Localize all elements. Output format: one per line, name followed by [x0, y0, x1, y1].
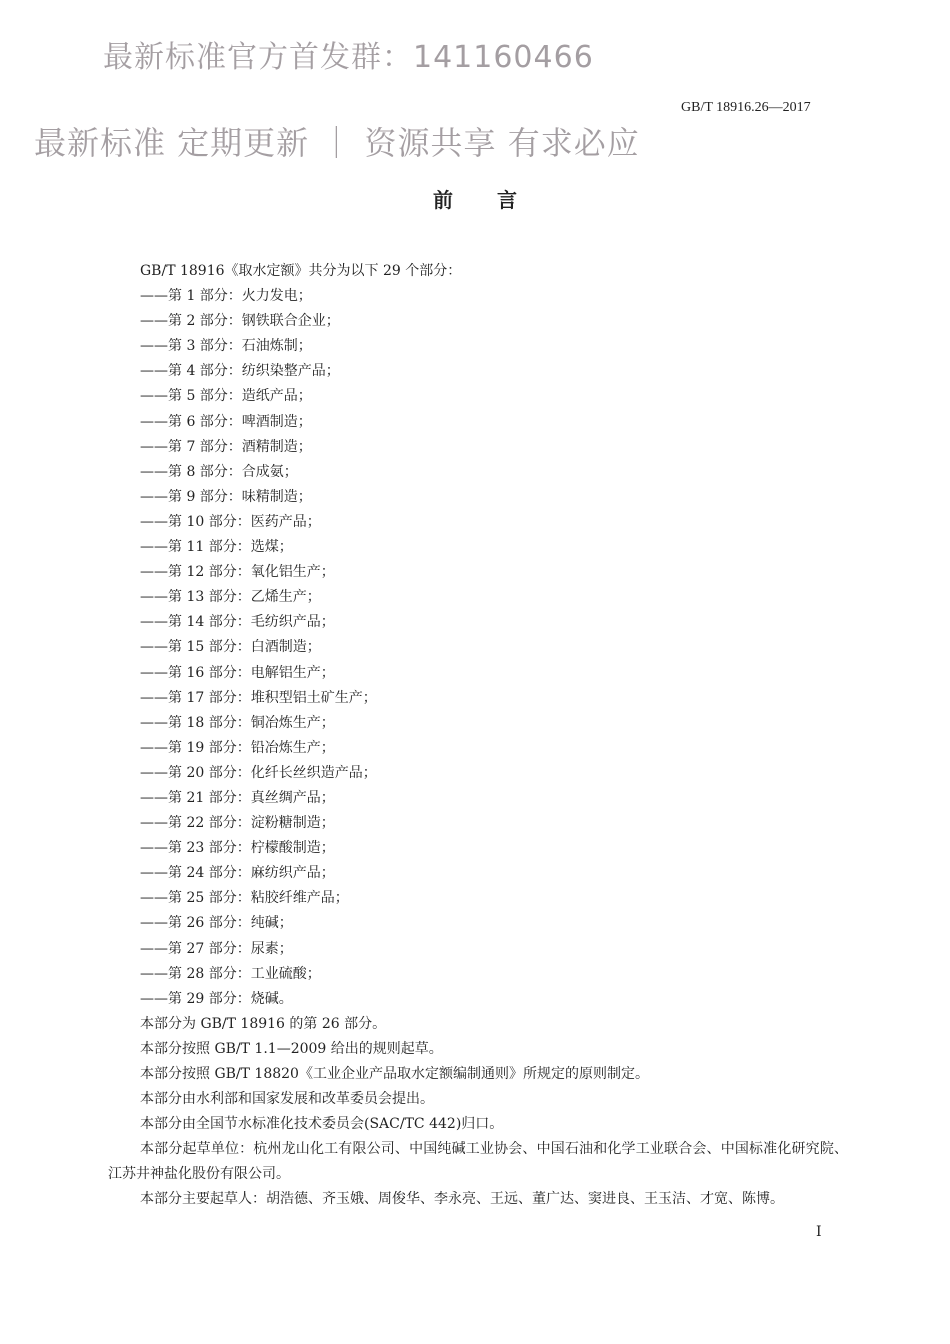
watermark-line-2: 最新标准 定期更新 ｜ 资源共享 有求必应	[34, 124, 640, 162]
list-item: ——第 2 部分：钢铁联合企业；	[140, 313, 340, 330]
list-item: ——第 18 部分：铜冶炼生产；	[140, 714, 335, 731]
list-item: ——第 24 部分：麻纺织产品；	[140, 865, 335, 882]
list-item: ——第 23 部分：柠檬酸制造；	[140, 840, 335, 857]
list-item: ——第 4 部分：纺织染整产品；	[140, 363, 340, 380]
list-item: ——第 6 部分：啤酒制造；	[140, 413, 312, 430]
paragraph: 本部分按照 GB/T 1.1—2009 给出的规则起草。	[140, 1040, 443, 1057]
list-item: ——第 12 部分：氧化铝生产；	[140, 564, 335, 581]
document-body	[108, 259, 848, 1213]
list-item: ——第 17 部分：堆积型铝土矿生产；	[140, 689, 377, 706]
paragraph: 本部分主要起草人：胡浩德、齐玉娥、周俊华、李永亮、王远、董广达、窦进良、王玉洁、才宽、陈博。	[140, 1191, 784, 1208]
list-item: ——第 7 部分：酒精制造；	[140, 438, 312, 455]
list-item: ——第 26 部分：纯碱；	[140, 915, 293, 932]
list-item: ——第 11 部分：选煤；	[140, 539, 293, 556]
paragraphs	[108, 1012, 848, 1213]
list-item: ——第 21 部分：真丝绸产品；	[140, 789, 335, 806]
list-item: ——第 16 部分：电解铝生产；	[140, 664, 335, 681]
list-item: ——第 20 部分：化纤长丝织造产品；	[140, 764, 377, 781]
list-item: ——第 25 部分：粘胶纤维产品；	[140, 890, 349, 907]
list-item: ——第 22 部分：淀粉糖制造；	[140, 815, 335, 832]
page-title: 前言	[433, 188, 561, 212]
list-item: ——第 28 部分：工业硫酸；	[140, 965, 321, 982]
list-item: ——第 3 部分：石油炼制；	[140, 338, 312, 355]
watermark-line-1: 最新标准官方首发群：141160466	[103, 40, 594, 75]
list-item: ——第 14 部分：毛纺织产品；	[140, 614, 335, 631]
list-item: ——第 13 部分：乙烯生产；	[140, 589, 321, 606]
standard-number: GB/T 18916.26—2017	[681, 100, 811, 115]
paragraph: 本部分按照 GB/T 18820《工业企业产品取水定额编制通则》所规定的原则制定。	[140, 1066, 649, 1082]
page-number: I	[816, 1224, 822, 1240]
paragraph: 本部分起草单位：杭州龙山化工有限公司、中国纯碱工业协会、中国石油和化学工业联合会、中国标准化研究院、江苏井神盐化股份有限公司。	[108, 1141, 848, 1183]
list-item: ——第 29 部分：烧碱。	[140, 990, 293, 1007]
list-item: ——第 8 部分：合成氨；	[140, 463, 298, 480]
paragraph: 本部分为 GB/T 18916 的第 26 部分。	[140, 1015, 387, 1032]
list-item: ——第 15 部分：白酒制造；	[140, 639, 321, 656]
paragraph: 本部分由全国节水标准化技术委员会(SAC/TC 442)归口。	[140, 1116, 504, 1133]
list-item: ——第 19 部分：铅冶炼生产；	[140, 739, 335, 756]
paragraph: 本部分由水利部和国家发展和改革委员会提出。	[140, 1091, 434, 1108]
list-item: ——第 1 部分：火力发电；	[140, 288, 312, 305]
list-item: ——第 5 部分：造纸产品；	[140, 388, 312, 405]
list-item: ——第 9 部分：味精制造；	[140, 488, 312, 505]
intro-text: GB/T 18916《取水定额》共分为以下 29 个部分：	[140, 263, 462, 279]
parts-list	[108, 284, 848, 1012]
list-item: ——第 10 部分：医药产品；	[140, 513, 321, 530]
list-item: ——第 27 部分：尿素；	[140, 940, 293, 957]
